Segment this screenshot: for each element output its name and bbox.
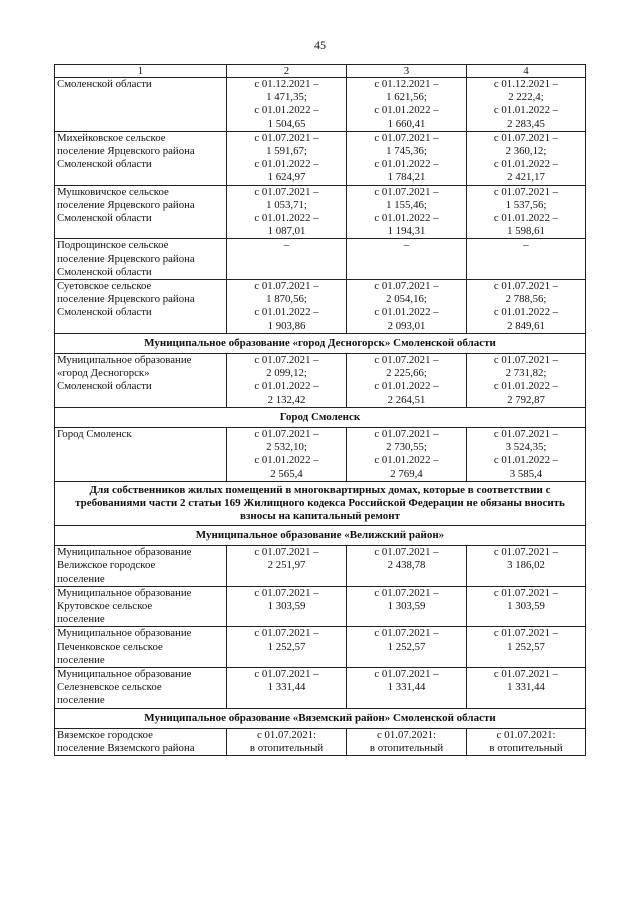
tariff-value-line: 1 745,36; (386, 145, 427, 158)
tariff-value-line: с 01.07.2021 – (254, 131, 319, 144)
tariff-value-line: 1 053,71; (266, 198, 307, 211)
tariff-cell-c2 (227, 354, 347, 408)
tariff-value-line: с 01.01.2022 – (374, 380, 439, 393)
municipality-name-line: Муниципальное образование (57, 586, 192, 599)
tariff-value-line: с 01.07.2021 – (374, 667, 439, 680)
tariff-value-line: 1 660,41 (387, 117, 426, 130)
tariff-value-line: с 01.01.2022 – (374, 158, 439, 171)
municipality-name-cell (55, 728, 227, 755)
municipality-name-cell (55, 667, 227, 708)
tariff-cell-c3 (347, 586, 467, 627)
tariff-value-line: 3 524,35; (505, 441, 547, 454)
tariff-value-line: с 01.01.2022 – (493, 212, 559, 225)
tariff-value-line: в отопительный (369, 741, 444, 754)
table-row (55, 728, 586, 755)
tariff-cell-c4 (467, 131, 586, 185)
municipality-name-cell (55, 185, 227, 239)
municipality-name-cell (55, 627, 227, 668)
tariff-value-line: с 01.12.2021 – (254, 78, 319, 90)
tariff-value-line: с 01.07.2021 – (374, 185, 439, 198)
tariff-value-line: 1 331,44 (387, 681, 426, 694)
tariff-value-line: с 01.07.2021 – (374, 428, 439, 441)
tariff-value-line: 1 303,59 (507, 599, 545, 612)
section-title: Муниципальное образование «город Десногорск» Смоленской области (55, 333, 586, 353)
municipality-name-line: Печенковское сельское (57, 640, 163, 653)
tariff-value-line: с 01.07.2021 – (374, 627, 439, 640)
tariff-cell-c2 (227, 239, 347, 280)
tariff-value-line: 2 565,4 (270, 467, 303, 480)
table-header-row (55, 65, 586, 78)
tariff-value-line: с 01.01.2022 – (254, 380, 319, 393)
tariff-cell-c2 (227, 78, 347, 132)
tariff-cell-c2 (227, 428, 347, 482)
tariff-value-line: с 01.07.2021 – (493, 354, 559, 367)
municipality-name-line: «город Десногорск» (57, 367, 150, 380)
tariff-value-line: с 01.12.2021 – (374, 78, 439, 90)
tariff-cell-c4 (467, 185, 586, 239)
table-row (55, 131, 586, 185)
tariff-value-line: 1 624,97 (267, 171, 306, 184)
tariff-value-line: 1 784,21 (387, 171, 426, 184)
tariff-value-line: с 01.07.2021: (256, 728, 317, 741)
tariff-value-line: 1 903,86 (267, 319, 306, 332)
table-row (55, 354, 586, 408)
tariff-value-line: с 01.01.2022 – (254, 104, 319, 117)
section-header-row (55, 708, 586, 728)
municipality-name-line: поселение Ярцевского района (57, 293, 195, 306)
section-header-row (55, 407, 586, 427)
municipality-name-cell (55, 586, 227, 627)
tariff-value-line: с 01.07.2021 – (493, 280, 559, 293)
note-row (55, 481, 586, 525)
tariff-value-line: с 01.07.2021 – (374, 280, 439, 293)
tariff-value-line: с 01.07.2021 – (493, 627, 559, 640)
tariff-value-line: с 01.01.2022 – (493, 454, 559, 467)
tariff-value-line: 2 849,61 (507, 319, 545, 332)
tariff-value-line: с 01.12.2021 – (493, 78, 559, 90)
tariff-value-line: с 01.07.2021 – (254, 428, 319, 441)
tariff-value-line: – (523, 239, 529, 252)
note-text: Для собственников жилых помещений в многоквартирных домах, которые в соответствии с требованиями части 2 статьи 169 Жилищного кодекса Российской Федерации не обязаны вносить взносы на капитальный ремонт (55, 481, 586, 525)
tariff-value-line: 1 252,57 (507, 640, 545, 653)
tariff-value-line: с 01.07.2021 – (254, 667, 319, 680)
tariff-value-line: 1 303,59 (387, 599, 426, 612)
tariff-value-line: с 01.07.2021 – (254, 354, 319, 367)
tariff-value-line: 2 264,51 (387, 393, 426, 406)
tariff-value-line: 1 504,65 (267, 117, 306, 130)
municipality-name-line: Смоленской области (57, 306, 152, 319)
tariff-cell-c3 (347, 131, 467, 185)
tariff-value-line: с 01.07.2021 – (254, 586, 319, 599)
tariff-value-line: в отопительный (489, 741, 563, 754)
municipality-name-line: Михейковское сельское (57, 131, 166, 144)
tariff-value-line: 2 730,55; (386, 441, 427, 454)
tariff-value-line: 1 471,35; (266, 91, 307, 104)
tariff-cell-c2 (227, 185, 347, 239)
tariff-value-line: – (283, 239, 290, 252)
municipality-name-line: Муниципальное образование (57, 667, 192, 680)
municipality-name-line: поселение Вяземского района (57, 741, 195, 754)
table-row (55, 280, 586, 334)
tariff-cell-c4 (467, 586, 586, 627)
tariff-cell-c3 (347, 354, 467, 408)
tariff-cell-c3 (347, 546, 467, 587)
tariff-value-line: с 01.07.2021: (496, 728, 556, 741)
tariff-cell-c2 (227, 131, 347, 185)
tariff-cell-c4 (467, 280, 586, 334)
tariff-cell-c4 (467, 728, 586, 755)
tariff-value-line: с 01.07.2021 – (374, 546, 439, 559)
tariff-value-line: с 01.07.2021 – (493, 546, 559, 559)
tariff-cell-c2 (227, 627, 347, 668)
tariff-cell-c4 (467, 78, 586, 132)
tariff-value-line: 2 251,97 (267, 559, 306, 572)
tariff-cell-c2 (227, 728, 347, 755)
tariff-value-line: 2 225,66; (386, 367, 427, 380)
table-row (55, 546, 586, 587)
tariff-value-line: 1 087,01 (267, 225, 306, 238)
table-row (55, 428, 586, 482)
municipality-name-line: Мушковичское сельское (57, 185, 169, 198)
tariff-value-line: 1 331,44 (267, 681, 306, 694)
tariff-value-line: 2 769,4 (390, 467, 423, 480)
tariff-value-line: с 01.01.2022 – (254, 306, 319, 319)
tariff-value-line: 2 788,56; (505, 293, 547, 306)
table-row (55, 239, 586, 280)
municipality-name-line: поселение (57, 694, 105, 707)
table-row (55, 185, 586, 239)
municipality-name-line: Велижское городское (57, 559, 156, 572)
tariff-value-line: 1 621,56; (386, 91, 427, 104)
tariff-value-line: с 01.07.2021 – (493, 667, 559, 680)
tariff-value-line: в отопительный (249, 741, 324, 754)
tariff-table (54, 64, 586, 756)
tariff-value-line: – (403, 239, 410, 252)
table-row (55, 667, 586, 708)
tariff-value-line: с 01.01.2022 – (493, 306, 559, 319)
tariff-value-line: с 01.01.2022 – (254, 158, 319, 171)
tariff-value-line: с 01.07.2021 – (493, 185, 559, 198)
tariff-value-line: с 01.01.2022 – (374, 454, 439, 467)
tariff-value-line: с 01.07.2021 – (254, 280, 319, 293)
tariff-cell-c3 (347, 78, 467, 132)
municipality-name-line: Селезневское сельское (57, 681, 162, 694)
table-row (55, 586, 586, 627)
tariff-cell-c3 (347, 239, 467, 280)
municipality-name-line: Смоленской области (57, 265, 152, 278)
tariff-value-line: 2 054,16; (386, 293, 427, 306)
tariff-value-line: 2 360,12; (505, 145, 547, 158)
municipality-name-cell (55, 428, 227, 482)
municipality-name-line: Смоленской области (57, 158, 152, 171)
municipality-name-line: поселение (57, 572, 105, 585)
municipality-name-line: Муниципальное образование (57, 354, 192, 367)
tariff-cell-c4 (467, 239, 586, 280)
municipality-name-line: поселение Ярцевского района (57, 198, 195, 211)
tariff-value-line: с 01.01.2022 – (254, 454, 319, 467)
tariff-cell-c4 (467, 354, 586, 408)
page-number: 45 (314, 38, 326, 52)
municipality-name-line: поселение Ярцевского района (57, 252, 195, 265)
tariff-value-line: 1 870,56; (266, 293, 307, 306)
tariff-value-line: 1 598,61 (507, 225, 545, 238)
tariff-value-line: с 01.01.2022 – (493, 158, 559, 171)
tariff-value-line: 2 222,4; (508, 91, 544, 104)
section-header-row (55, 333, 586, 353)
tariff-value-line: с 01.07.2021: (376, 728, 437, 741)
municipality-name-line: Город Смоленск (57, 428, 132, 441)
municipality-name-cell (55, 239, 227, 280)
tariff-value-line: с 01.01.2022 – (374, 104, 439, 117)
tariff-value-line: с 01.07.2021 – (374, 131, 439, 144)
tariff-value-line: с 01.01.2022 – (254, 212, 319, 225)
tariff-value-line: 1 155,46; (386, 198, 427, 211)
tariff-value-line: 3 186,02 (507, 559, 545, 572)
tariff-value-line: с 01.07.2021 – (254, 546, 319, 559)
tariff-cell-c3 (347, 627, 467, 668)
tariff-value-line: 2 099,12; (266, 367, 307, 380)
tariff-cell-c3 (347, 280, 467, 334)
municipality-name-line: поселение (57, 653, 105, 666)
tariff-value-line: с 01.01.2022 – (374, 212, 439, 225)
header-cell-3: 3 (347, 65, 467, 78)
tariff-value-line: с 01.07.2021 – (254, 185, 319, 198)
tariff-value-line: 2 532,10; (266, 441, 307, 454)
tariff-cell-c4 (467, 627, 586, 668)
tariff-cell-c3 (347, 185, 467, 239)
tariff-cell-c2 (227, 546, 347, 587)
tariff-value-line: с 01.07.2021 – (493, 586, 559, 599)
tariff-cell-c3 (347, 667, 467, 708)
tariff-cell-c3 (347, 728, 467, 755)
tariff-cell-c4 (467, 546, 586, 587)
municipality-name-cell (55, 280, 227, 334)
municipality-name-line: поселение (57, 613, 105, 626)
tariff-cell-c4 (467, 428, 586, 482)
municipality-name-line: Муниципальное образование (57, 627, 192, 640)
header-cell-1: 1 (55, 65, 227, 78)
tariff-value-line: 1 303,59 (267, 599, 306, 612)
tariff-value-line: 2 438,78 (387, 559, 426, 572)
table-row (55, 78, 586, 132)
tariff-value-line: 1 252,57 (267, 640, 306, 653)
section-title: Муниципальное образование «Вяземский район» Смоленской области (55, 708, 586, 728)
tariff-value-line: 2 132,42 (267, 393, 306, 406)
municipality-name-cell (55, 354, 227, 408)
municipality-name-line: Смоленской области (57, 212, 152, 225)
municipality-name-line: Суетовское сельское (57, 280, 152, 293)
municipality-name-line: Крутовское сельское (57, 599, 153, 612)
municipality-name-line: Смоленской области (57, 78, 152, 90)
tariff-value-line: с 01.07.2021 – (493, 131, 559, 144)
tariff-value-line: с 01.07.2021 – (374, 586, 439, 599)
tariff-value-line: 1 331,44 (507, 681, 545, 694)
tariff-value-line: с 01.07.2021 – (374, 354, 439, 367)
municipality-name-line: Подрощинское сельское (57, 239, 169, 252)
section-title: Город Смоленск (55, 407, 586, 427)
header-cell-2: 2 (227, 65, 347, 78)
section-title: Муниципальное образование «Велижский район» (55, 525, 586, 545)
municipality-name-cell (55, 546, 227, 587)
tariff-value-line: 2 283,45 (507, 117, 545, 130)
tariff-value-line: 2 792,87 (507, 393, 545, 406)
tariff-value-line: с 01.01.2022 – (493, 104, 559, 117)
tariff-value-line: с 01.07.2021 – (493, 428, 559, 441)
tariff-value-line: 1 537,56; (505, 198, 547, 211)
header-cell-4: 4 (467, 65, 586, 78)
tariff-value-line: 1 252,57 (387, 640, 426, 653)
municipality-name-line: Муниципальное образование (57, 546, 192, 559)
tariff-cell-c4 (467, 667, 586, 708)
tariff-value-line: 2 731,82; (505, 367, 547, 380)
municipality-name-cell (55, 131, 227, 185)
tariff-value-line: 1 194,31 (387, 225, 426, 238)
municipality-name-cell (55, 78, 227, 132)
tariff-value-line: 2 421,17 (507, 171, 545, 184)
tariff-cell-c2 (227, 586, 347, 627)
tariff-value-line: 1 591,67; (266, 145, 307, 158)
municipality-name-line: Вяземское городское (57, 728, 153, 741)
municipality-name-line: Смоленской области (57, 380, 152, 393)
tariff-value-line: с 01.01.2022 – (374, 306, 439, 319)
tariff-cell-c3 (347, 428, 467, 482)
tariff-value-line: 2 093,01 (387, 319, 426, 332)
tariff-value-line: с 01.07.2021 – (254, 627, 319, 640)
tariff-value-line: 3 585,4 (509, 467, 543, 480)
table-row (55, 627, 586, 668)
municipality-name-line: поселение Ярцевского района (57, 145, 195, 158)
tariff-cell-c2 (227, 667, 347, 708)
tariff-cell-c2 (227, 280, 347, 334)
tariff-value-line: с 01.01.2022 – (493, 380, 559, 393)
section-header-row (55, 525, 586, 545)
tariff-table-body (55, 65, 586, 756)
